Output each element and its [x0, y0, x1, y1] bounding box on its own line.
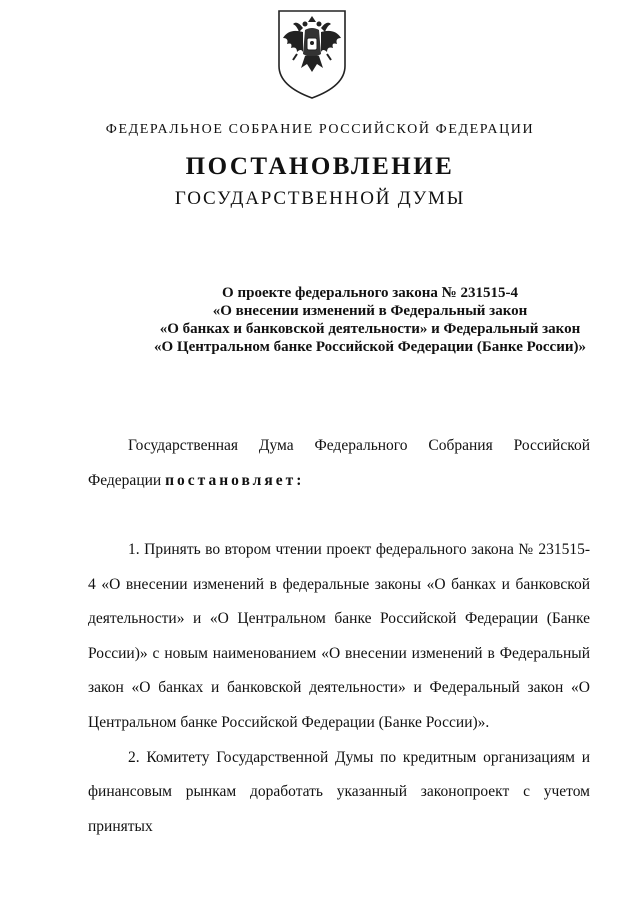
preamble-start-text: Федерации	[88, 471, 166, 489]
subject-line: «О банках и банковской деятельности» и Федеральный закон	[159, 321, 581, 337]
preamble-line-2	[88, 464, 590, 499]
resolution-item-1: 1. Принять во втором чтении проект федерального закона № 231515-4 «О внесении изменений в федеральные законы «О банках и банковской деятельности» и «О Центральном банке Российской Федерации (Банке России)» с новым наименованием «О внесении изменений в Федеральный закон «О банках и банковской деятельности» и Федеральный закон «О Центральном банке Российской Федерации (Банке России)».	[88, 541, 590, 731]
subject-line: «О внесении изменений в Федеральный закон	[212, 303, 528, 319]
parliament-name: ФЕДЕРАЛЬНОЕ СОБРАНИЕ РОССИЙСКОЙ ФЕДЕРАЦИИ	[105, 122, 535, 137]
document-type-title: ПОСТАНОВЛЕНИЕ	[185, 153, 455, 180]
document-subject	[0, 284, 640, 356]
resolution-items	[88, 533, 590, 844]
resolution-item-2: 2. Комитету Государственной Думы по кредитным организациям и финансовым рынкам доработать указанный законопроект с учетом принятых	[88, 748, 590, 835]
russian-eagle-emblem-icon	[275, 8, 349, 100]
document-issuer: ГОСУДАРСТВЕННОЙ ДУМЫ	[174, 188, 466, 209]
coat-of-arms-emblem	[275, 8, 349, 100]
subject-line: «О Центральном банке Российской Федерации (Банке России)»	[153, 339, 586, 355]
preamble-line-1: Государственная Дума Федерального Собрания Российской	[128, 437, 590, 454]
preamble	[88, 429, 590, 498]
subject-line: О проекте федерального закона № 231515-4	[222, 285, 518, 301]
resolves-keyword: постановляет:	[165, 471, 305, 489]
